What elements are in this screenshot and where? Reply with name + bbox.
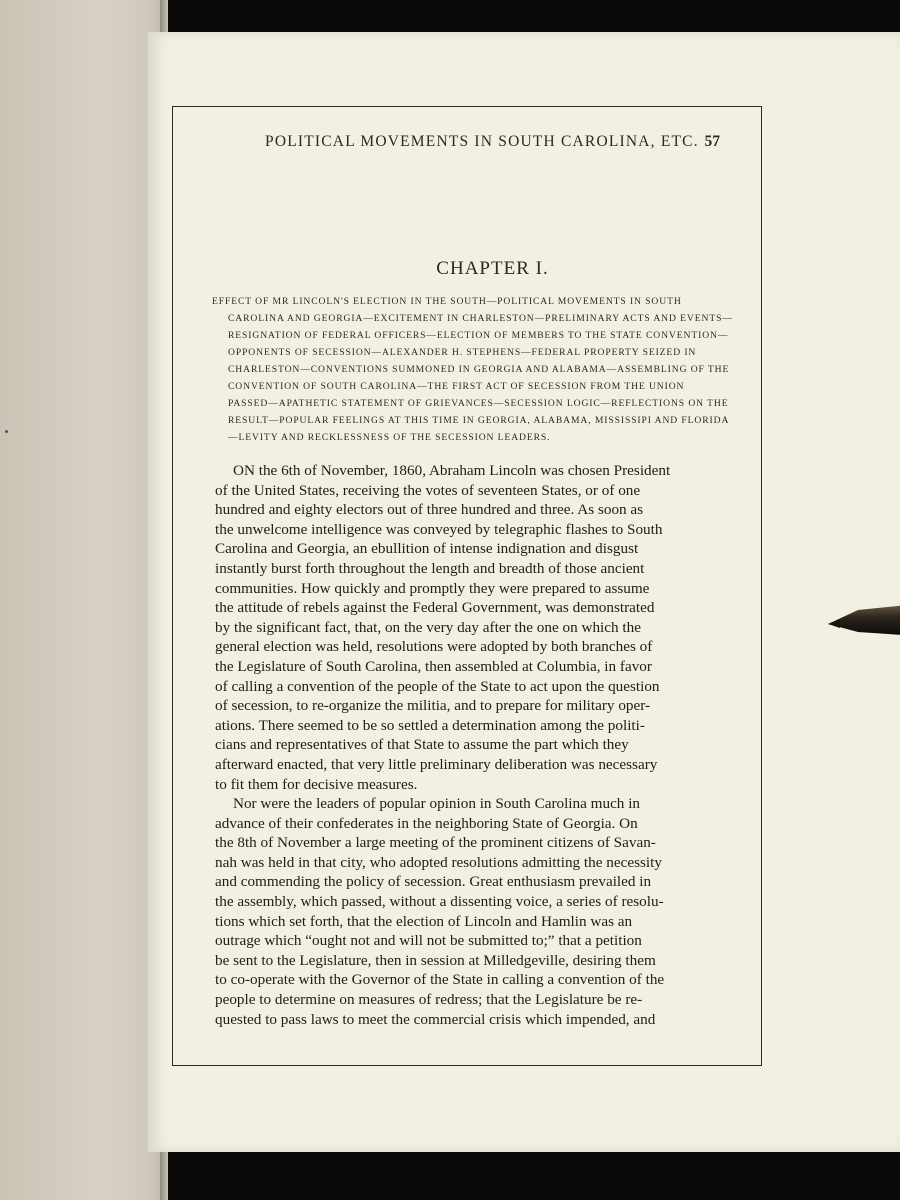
paragraph-line: communities. How quickly and promptly they were prepared to assume [215,579,650,597]
paragraph-line: hundred and eighty electors out of three hundred and three. As soon as [215,501,644,519]
paragraph-line: general election was held, resolutions were adopted by both branches of [215,638,653,656]
paragraph-line: afterward enacted, that very little preliminary deliberation was necessary [215,755,658,773]
chapter-title: CHAPTER I. [436,258,549,279]
paragraph-line: tions which set forth, that the election of Lincoln and Hamlin was an [215,912,633,930]
pen-tip [828,600,900,640]
body-text [215,461,725,1029]
synopsis-line: —LEVITY AND RECKLESSNESS OF THE SECESSION LEADERS. [228,432,551,443]
paragraph-line: instantly burst forth throughout the length and breadth of those ancient [215,559,645,577]
synopsis-line: OPPONENTS OF SECESSION—ALEXANDER H. STEPHENS—FEDERAL PROPERTY SEIZED IN [228,347,697,358]
paragraph-line: the 8th of November a large meeting of the prominent citizens of Savan- [215,834,656,852]
page-header [265,133,720,159]
paragraph-line: to co-operate with the Governor of the State in calling a convention of the [215,971,665,989]
facing-page [0,0,165,1200]
synopsis-line: RESULT—POPULAR FEELINGS AT THIS TIME IN GEORGIA, ALABAMA, MISSISSIPI AND FLORIDA [228,415,730,426]
paragraph-line: ON the 6th of November, 1860, Abraham Lincoln was chosen President [233,462,671,479]
paragraph-line: be sent to the Legislature, then in session at Milledgeville, desiring them [215,951,656,969]
synopsis-line: EFFECT OF MR LINCOLN'S ELECTION IN THE SOUTH—POLITICAL MOVEMENTS IN SOUTH [212,296,682,307]
paragraph-line: of secession, to re-organize the militia, and to prepare for military oper- [215,697,651,715]
paragraph-line: by the significant fact, that, on the very day after the one on which the [215,618,641,636]
paragraph-line: quested to pass laws to meet the commercial crisis which impended, and [215,1010,656,1028]
paragraph-line: the Legislature of South Carolina, then assembled at Columbia, in favor [215,657,652,675]
paragraph-line: ations. There seemed to be so settled a determination among the politi- [215,716,645,734]
paragraph-line: and commending the policy of secession. Great enthusiasm prevailed in [215,873,652,891]
synopsis-line: CHARLESTON—CONVENTIONS SUMMONED IN GEORGIA AND ALABAMA—ASSEMBLING OF THE [228,364,730,375]
paragraph-line: of the United States, receiving the votes of seventeen States, or of one [215,481,641,499]
paragraph-line: advance of their confederates in the neighboring State of Georgia. On [215,814,638,832]
paragraph-line: cians and representatives of that State to assume the part which they [215,736,629,754]
paragraph-line: to fit them for decisive measures. [215,775,418,793]
synopsis-line: CONVENTION OF SOUTH CAROLINA—THE FIRST ACT OF SECESSION FROM THE UNION [228,381,685,392]
paragraph-line: the attitude of rebels against the Federal Government, was demonstrated [215,599,655,617]
synopsis-line: CAROLINA AND GEORGIA—EXCITEMENT IN CHARLESTON—PRELIMINARY ACTS AND EVENTS— [228,313,733,324]
synopsis-line: PASSED—APATHETIC STATEMENT OF GRIEVANCES—SECESSION LOGIC—REFLECTIONS ON THE [228,398,729,409]
paper-speck [5,430,8,433]
paragraph-line: outrage which “ought not and will not be submitted to;” that a petition [215,932,642,950]
paragraph-line: nah was held in that city, who adopted resolutions admitting the necessity [215,853,662,871]
paragraph-line: of calling a convention of the people of the State to act upon the question [215,677,660,695]
running-head: POLITICAL MOVEMENTS IN SOUTH CAROLINA, ETC. [265,133,699,150]
paragraph-line: the assembly, which passed, without a dissenting voice, a series of resolu- [215,893,664,911]
page-number: 57 [704,133,720,150]
paragraph-line: Nor were the leaders of popular opinion in South Carolina much in [233,795,641,813]
paragraph-line: people to determine on measures of redress; that the Legislature be re- [215,991,643,1009]
synopsis-line: RESIGNATION OF FEDERAL OFFICERS—ELECTION OF MEMBERS TO THE STATE CONVENTION— [228,330,729,341]
chapter-synopsis [212,293,733,446]
paragraph-line: Carolina and Georgia, an ebullition of intense indignation and disgust [215,540,639,558]
paragraph-line: the unwelcome intelligence was conveyed by telegraphic flashes to South [215,520,663,538]
